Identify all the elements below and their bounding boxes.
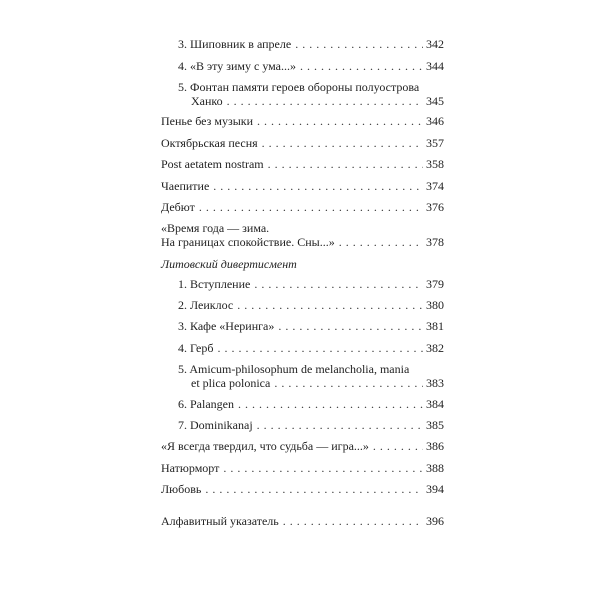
entry-title: Любовь [161,482,202,496]
toc-entry [178,59,444,73]
page-number: 374 [426,179,444,193]
toc-entry [178,37,444,51]
entry-title-line: 5. Фонтан памяти героев обороны полуострова [178,80,420,94]
toc-entry [191,94,444,108]
toc-entry [161,179,444,193]
entry-title: Ханко [191,94,223,108]
entry-title: 4. «В эту зиму с ума...» [178,59,297,73]
entry-title: 7. Dominikanaj [178,418,253,432]
page-number: 381 [426,319,444,333]
toc-entry [191,376,444,390]
page-number: 376 [426,200,444,214]
entry-title: Алфавитный указатель [161,514,279,528]
entry-title: 3. Кафе «Неринга» [178,319,275,333]
entry-title: 1. Вступление [178,277,251,291]
dot-leader [373,439,423,453]
toc-entry [161,235,444,249]
dot-leader [262,136,423,150]
toc-entry [178,418,444,432]
section-heading: Литовский дивертисмент [161,257,297,271]
dot-leader [283,514,423,528]
page-number: 394 [426,482,444,496]
dot-leader [268,157,423,171]
entry-title: 3. Шиповник в апреле [178,37,292,51]
page-number: 386 [426,439,444,453]
page-number: 380 [426,298,444,312]
page-number: 342 [426,37,444,51]
page-number: 382 [426,341,444,355]
entry-title: Октябрьская песня [161,136,258,150]
dot-leader [254,277,423,291]
dot-leader [257,114,423,128]
entry-title: Post aetatem nostram [161,157,264,171]
page-number: 346 [426,114,444,128]
entry-title-line: «Время года — зима. [161,221,270,235]
entry-title: На границах спокойствие. Сны...» [161,235,335,249]
page-number: 384 [426,397,444,411]
toc-entry [161,157,444,171]
entry-title-line: 5. Amicum-philosophum de melancholia, mania [178,362,410,376]
dot-leader [257,418,423,432]
page-number: 378 [426,235,444,249]
page-number: 344 [426,59,444,73]
dot-leader [199,200,423,214]
entry-title: Пенье без музыки [161,114,254,128]
toc-entry [178,341,444,355]
toc-entry [161,136,444,150]
dot-leader [274,376,423,390]
page-number: 388 [426,461,444,475]
page-number: 358 [426,157,444,171]
page-number: 379 [426,277,444,291]
page-number: 396 [426,514,444,528]
page-number: 357 [426,136,444,150]
page-number: 345 [426,94,444,108]
dot-leader [339,235,423,249]
toc-entry [161,114,444,128]
dot-leader [300,59,423,73]
dot-leader [237,298,423,312]
toc-entry [161,439,444,453]
dot-leader [223,461,423,475]
entry-title: et plica polonica [191,376,271,390]
toc-entry [178,319,444,333]
dot-leader [217,341,423,355]
toc-entry [178,298,444,312]
entry-title: Натюрморт [161,461,220,475]
dot-leader [205,482,423,496]
dot-leader [213,179,423,193]
dot-leader [227,94,423,108]
toc-entry [161,461,444,475]
page-number: 383 [426,376,444,390]
dot-leader [238,397,423,411]
toc-entry [161,482,444,496]
toc-entry [161,514,444,528]
toc-entry [178,277,444,291]
toc-entry [178,397,444,411]
dot-leader [295,37,423,51]
entry-title: Чаепитие [161,179,210,193]
entry-title: «Я всегда твердил, что судьба — игра...» [161,439,369,453]
entry-title: 2. Леиклос [178,298,234,312]
entry-title: 6. Palangen [178,397,234,411]
toc-entry [161,200,444,214]
entry-title: Дебют [161,200,195,214]
dot-leader [278,319,423,333]
page-number: 385 [426,418,444,432]
entry-title: 4. Герб [178,341,214,355]
